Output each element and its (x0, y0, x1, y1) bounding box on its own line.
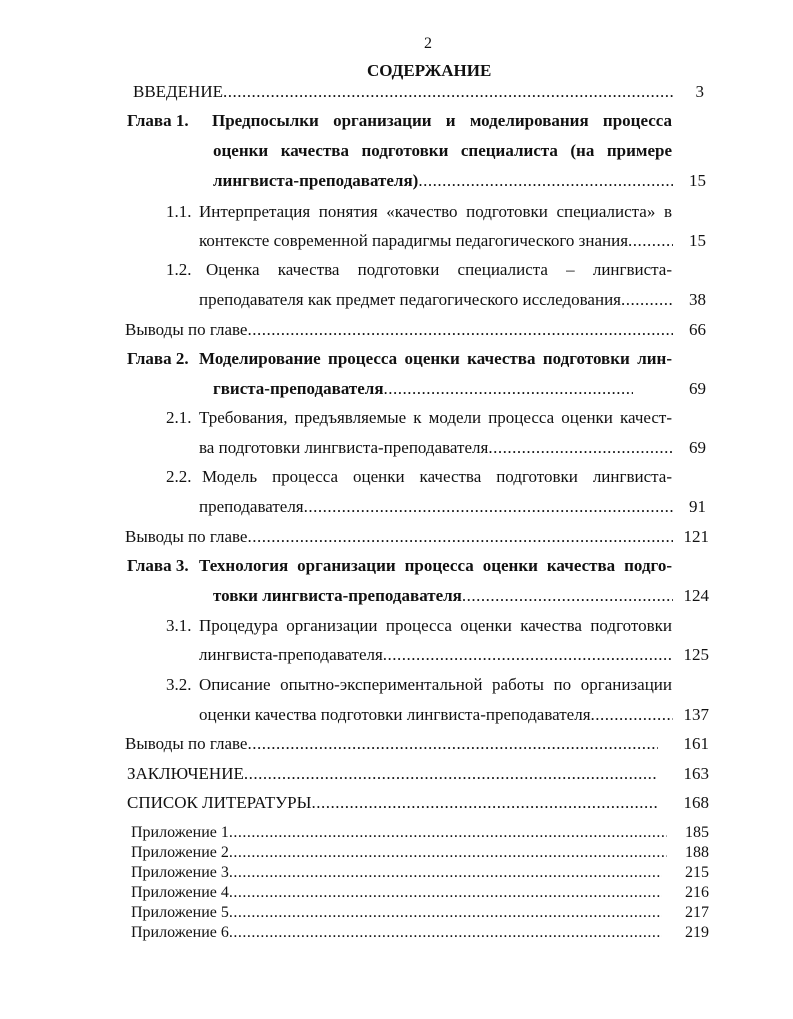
section-3-1-num: 3.1. (166, 616, 192, 635)
section-1-1-num: 1.1. (166, 202, 192, 221)
appendix-5-label: Приложение 5 (131, 904, 229, 921)
chapter-2-page: 69 (689, 379, 706, 398)
section-3-1-line2: лингвиста-преподавателя (199, 645, 383, 664)
leader-dots (247, 734, 658, 754)
leader-dots (229, 824, 667, 842)
toc-appendix-4[interactable] (131, 884, 662, 902)
leader-dots (247, 527, 673, 547)
chapter-3-num: Глава 3. (127, 556, 189, 575)
leader-dots (418, 171, 673, 191)
toc-appendix-1[interactable] (131, 824, 667, 842)
section-1-2-num: 1.2. (166, 260, 192, 279)
section-3-2-page: 137 (683, 705, 709, 724)
section-1-2-line2: преподавателя как предмет педагогического исследования (199, 290, 621, 309)
section-2-1-page: 69 (689, 438, 706, 457)
section-1-2-line1: Оценка качества подготовки специалиста – лингвиста- (206, 260, 672, 279)
appendix-4-label: Приложение 4 (131, 884, 229, 901)
toc-conclusion[interactable] (127, 764, 658, 784)
toc-intro[interactable] (133, 82, 673, 102)
conclusions-3-label: Выводы по главе (125, 734, 248, 753)
leader-dots (229, 924, 662, 942)
section-2-2-num: 2.2. (166, 467, 192, 486)
toc-chapter-1[interactable] (213, 171, 673, 191)
leader-dots (229, 844, 667, 862)
toc-appendix-3[interactable] (131, 864, 662, 882)
section-1-1-line2: контексте современной парадигмы педагогического знания (199, 231, 629, 250)
leader-dots (311, 793, 658, 813)
leader-dots (304, 497, 673, 517)
appendix-1-page: 185 (685, 824, 709, 841)
section-1-1-page: 15 (689, 231, 706, 250)
page-title: СОДЕРЖАНИЕ (367, 61, 492, 80)
chapter-3-title-line2: товки лингвиста-преподавателя (213, 586, 462, 605)
leader-dots (244, 764, 658, 784)
appendix-2-label: Приложение 2 (131, 844, 229, 861)
toc-section-1-2[interactable] (199, 290, 673, 310)
chapter-1-title-line1: Предпосылки организации и моделирования процесса (212, 111, 672, 130)
conclusions-3-page: 161 (683, 734, 709, 753)
chapter-1-title-line2: оценки качества подготовки специалиста (на примере (213, 141, 672, 160)
section-2-2-line2: преподавателя (199, 497, 304, 516)
chapter-2-num: Глава 2. (127, 349, 189, 368)
leader-dots (247, 320, 673, 340)
section-3-1-page: 125 (683, 645, 709, 664)
toc-conclusions-3[interactable] (125, 734, 658, 754)
toc-section-2-1[interactable] (199, 438, 673, 458)
leader-dots (223, 82, 673, 102)
toc-section-2-2[interactable] (199, 497, 673, 517)
references-label: СПИСОК ЛИТЕРАТУРЫ (127, 793, 312, 812)
chapter-1-title-line3: лингвиста-преподавателя) (213, 171, 419, 190)
conclusions-2-page: 121 (683, 527, 709, 546)
chapter-3-title-line1: Технология организации процесса оценки качества подго- (199, 556, 672, 575)
section-2-1-line1: Требования, предъявляемые к модели процесса оценки качест- (199, 408, 672, 427)
appendix-3-label: Приложение 3 (131, 864, 229, 881)
leader-dots (229, 884, 662, 902)
toc-section-3-2[interactable] (199, 705, 673, 725)
section-3-1-line1: Процедура организации процесса оценки качества подготовки (199, 616, 672, 635)
section-2-1-num: 2.1. (166, 408, 192, 427)
leader-dots (628, 231, 673, 251)
section-2-2-page: 91 (689, 497, 706, 516)
appendix-1-label: Приложение 1 (131, 824, 229, 841)
leader-dots (462, 586, 673, 606)
toc-references[interactable] (127, 793, 658, 813)
section-1-2-page: 38 (689, 290, 706, 309)
conclusions-1-label: Выводы по главе (125, 320, 248, 339)
toc-section-3-1[interactable] (199, 645, 673, 665)
appendix-2-page: 188 (685, 844, 709, 861)
section-2-2-line1: Модель процесса оценки качества подготовки лингвиста- (202, 467, 672, 486)
toc-intro-page: 3 (695, 82, 704, 101)
leader-dots (591, 705, 673, 725)
conclusion-label: ЗАКЛЮЧЕНИЕ (127, 764, 244, 783)
leader-dots (229, 864, 662, 882)
leader-dots (488, 438, 673, 458)
conclusion-page: 163 (683, 764, 709, 783)
chapter-1-num: Глава 1. (127, 111, 189, 130)
leader-dots (229, 904, 662, 922)
conclusions-1-page: 66 (689, 320, 706, 339)
appendix-5-page: 217 (685, 904, 709, 921)
section-3-2-line1: Описание опытно-экспериментальной работы по организации (199, 675, 672, 694)
toc-conclusions-1[interactable] (125, 320, 673, 340)
section-1-1-line1: Интерпретация понятия «качество подготовки специалиста» в (199, 202, 672, 221)
toc-chapter-2[interactable] (213, 379, 633, 399)
appendix-6-label: Приложение 6 (131, 924, 229, 941)
section-3-2-num: 3.2. (166, 675, 192, 694)
toc-conclusions-2[interactable] (125, 527, 673, 547)
section-3-2-line2: оценки качества подготовки лингвиста-преподавателя (199, 705, 591, 724)
chapter-3-page: 124 (683, 586, 709, 605)
toc-intro-label: ВВЕДЕНИЕ (133, 82, 223, 101)
chapter-1-page: 15 (689, 171, 706, 190)
appendix-6-page: 219 (685, 924, 709, 941)
toc-appendix-2[interactable] (131, 844, 667, 862)
leader-dots (621, 290, 673, 310)
section-2-1-line2: ва подготовки лингвиста-преподавателя (199, 438, 489, 457)
leader-dots (383, 645, 673, 665)
toc-section-1-1[interactable] (199, 231, 673, 251)
appendix-4-page: 216 (685, 884, 709, 901)
leader-dots (384, 379, 633, 399)
toc-appendix-6[interactable] (131, 924, 662, 942)
chapter-2-title-line2: гвиста-преподавателя (213, 379, 384, 398)
appendix-3-page: 215 (685, 864, 709, 881)
references-page: 168 (683, 793, 709, 812)
toc-appendix-5[interactable] (131, 904, 662, 922)
conclusions-2-label: Выводы по главе (125, 527, 248, 546)
chapter-2-title-line1: Моделирование процесса оценки качества подготовки лин- (199, 349, 672, 368)
page-number: 2 (424, 35, 432, 52)
toc-chapter-3[interactable] (213, 586, 673, 606)
